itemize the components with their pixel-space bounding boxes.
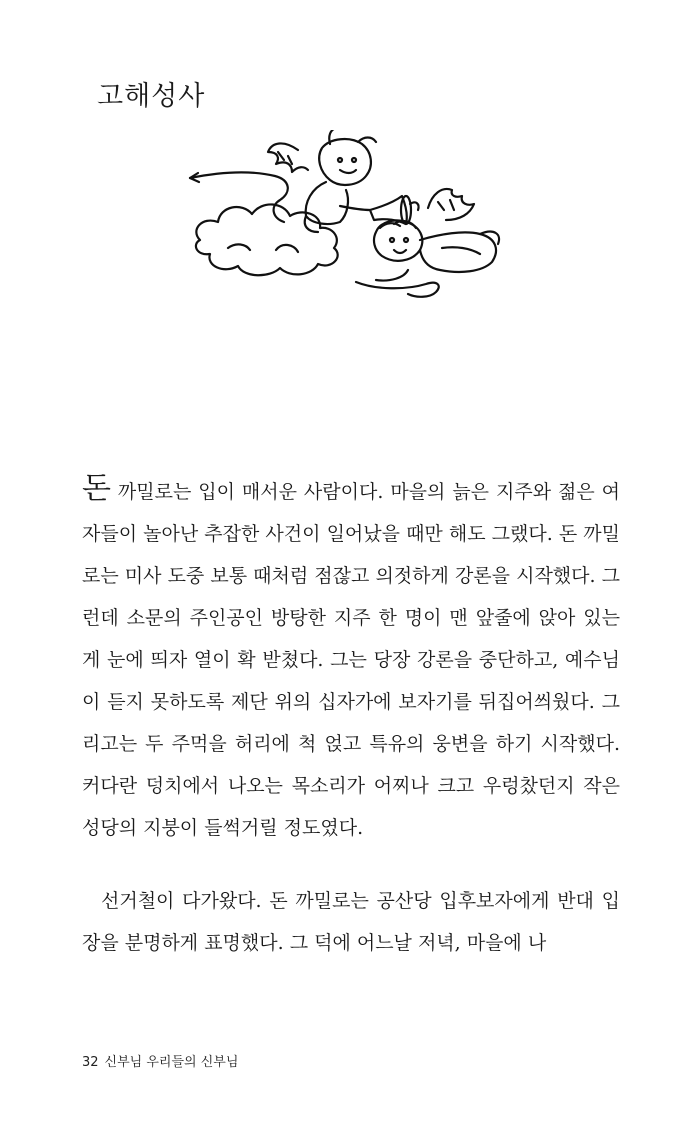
drop-cap: 돈 (82, 471, 111, 506)
book-title: 신부님 우리들의 신부님 (104, 1055, 239, 1070)
paragraph: 선거철이 다가왔다. 돈 까밀로는 공산당 입후보자에게 반대 입장을 분명하게 표명했다. 그 덕에 어느날 저녁, 마을에 나 (82, 890, 620, 954)
chapter-title: 고해성사 (97, 81, 206, 112)
devil-and-angel-illustration (180, 130, 510, 305)
body-text (82, 468, 620, 964)
page-footer (82, 1051, 238, 1070)
page-number: 32 (82, 1055, 99, 1070)
paragraph-text: 까밀로는 입이 매서운 사람이다. 마을의 늙은 지주와 젊은 여자들이 놀아난 추잡한 사건이 일어났을 때만 해도 그랬다. 돈 까밀로는 미사 도중 보통 때처럼 점잖고 의젓하게 강론을 시작했다. 그런데 소문의 주인공인 방탕한 지주 한 명이 맨 앞줄에 앉아 있는 게 눈에 띄자 열이 확 받쳤다. 그는 당장 강론을 중단하고, 예수님이 듣지 못하도록 제단 위의 십자가에 보자기를 뒤집어씌웠다. 그리고는 두 주먹을 허리에 척 얹고 특유의 웅변을 하기 시작했다. 커다란 덩치에서 나오는 목소리가 어찌나 크고 우렁찼던지 작은 성당의 지붕이 들썩거릴 정도였다. (82, 481, 620, 839)
paragraph (82, 468, 620, 849)
